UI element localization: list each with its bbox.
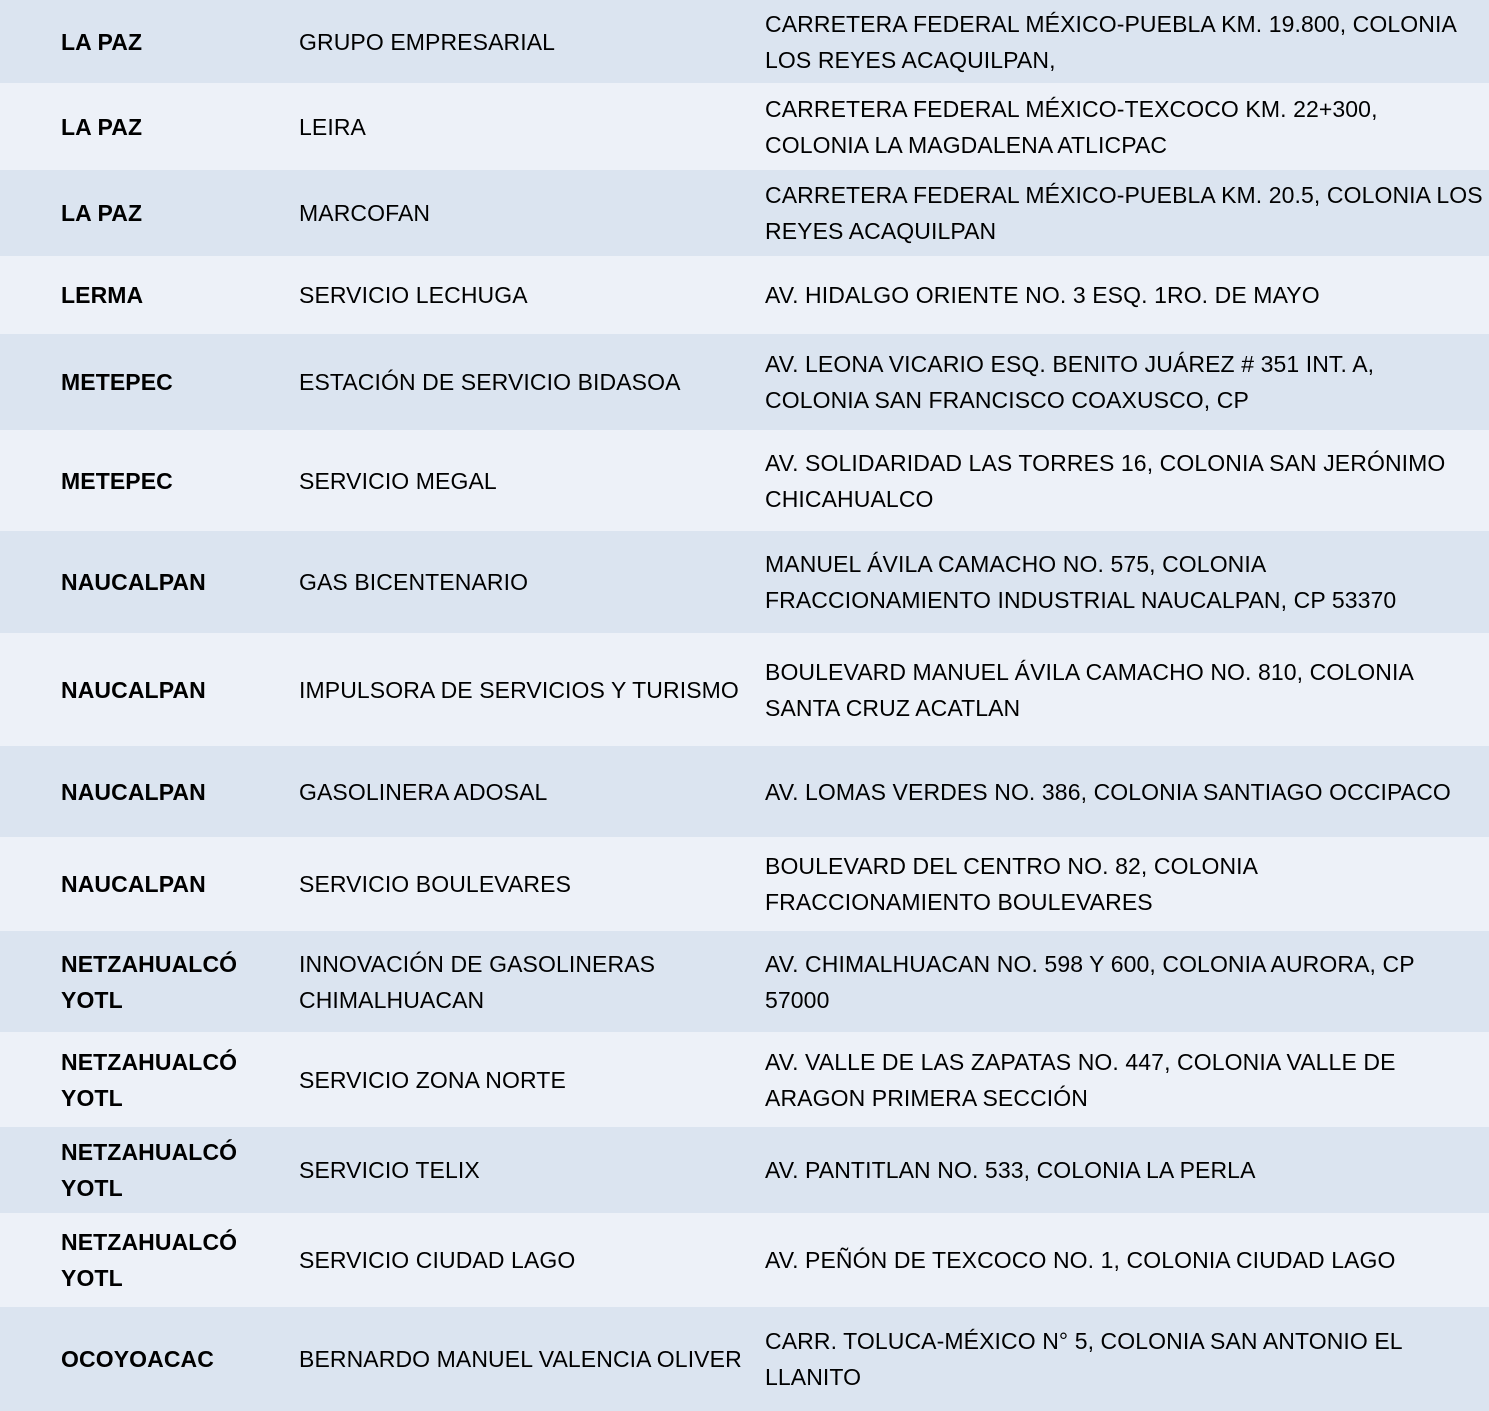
direccion-cell: AV. SOLIDARIDAD LAS TORRES 16, COLONIA SAN JERÓNIMO CHICAHUALCO [765, 449, 1446, 512]
direccion-cell: CARRETERA FEDERAL MÉXICO-TEXCOCO KM. 22+300, COLONIA LA MAGDALENA ATLICPAC [765, 95, 1378, 158]
municipio-cell: NAUCALPAN [61, 569, 206, 595]
municipio-cell: LA PAZ [61, 113, 143, 140]
municipio-cell: LA PAZ [61, 28, 143, 55]
table-row [0, 633, 1489, 746]
table-row [0, 1127, 1489, 1213]
table-row [0, 1307, 1489, 1411]
nombre-cell: BERNARDO MANUEL VALENCIA OLIVER [299, 1346, 742, 1372]
direccion-cell: AV. PEÑÓN DE TEXCOCO NO. 1, COLONIA CIUDAD LAGO [765, 1247, 1396, 1273]
table-row [0, 1213, 1489, 1307]
direccion-cell: MANUEL ÁVILA CAMACHO NO. 575, COLONIA FRACCIONAMIENTO INDUSTRIAL NAUCALPAN, CP 53370 [765, 551, 1397, 613]
municipio-cell: METEPEC [61, 467, 173, 494]
nombre-cell: SERVICIO TELIX [299, 1157, 480, 1183]
table-row [0, 256, 1489, 334]
direccion-cell: BOULEVARD MANUEL ÁVILA CAMACHO NO. 810, COLONIA SANTA CRUZ ACATLAN [765, 658, 1413, 721]
municipio-cell: NAUCALPAN [61, 778, 206, 805]
table-row [0, 334, 1489, 430]
table-row [0, 837, 1489, 931]
table-row [0, 531, 1489, 633]
nombre-cell: SERVICIO CIUDAD LAGO [299, 1247, 576, 1273]
nombre-cell: SERVICIO BOULEVARES [299, 871, 572, 897]
direccion-cell: AV. CHIMALHUACAN NO. 598 Y 600, COLONIA AURORA, CP 57000 [765, 950, 1415, 1013]
municipio-cell: NETZAHUALCÓ YOTL [61, 1229, 238, 1291]
direccion-cell: BOULEVARD DEL CENTRO NO. 82, COLONIA FRACCIONAMIENTO BOULEVARES [765, 853, 1257, 915]
direccion-cell: CARRETERA FEDERAL MÉXICO-PUEBLA KM. 20.5, COLONIA LOS REYES ACAQUILPAN [765, 182, 1483, 244]
table-row [0, 1032, 1489, 1127]
municipio-cell: NETZAHUALCÓ YOTL [61, 950, 238, 1013]
nombre-cell: LEIRA [299, 113, 366, 140]
direccion-cell: AV. LEONA VICARIO ESQ. BENITO JUÁREZ # 351 INT. A, COLONIA SAN FRANCISCO COAXUSCO, CP [765, 351, 1375, 413]
municipio-cell: LERMA [61, 282, 144, 308]
direccion-cell: AV. HIDALGO ORIENTE NO. 3 ESQ. 1RO. DE MAYO [765, 282, 1320, 308]
table-row [0, 746, 1489, 837]
table-row [0, 0, 1489, 83]
nombre-cell: ESTACIÓN DE SERVICIO BIDASOA [299, 369, 681, 395]
municipio-cell: NAUCALPAN [61, 871, 206, 897]
direccion-cell: CARRETERA FEDERAL MÉXICO-PUEBLA KM. 19.800, COLONIA LOS REYES ACAQUILPAN, [765, 10, 1456, 73]
nombre-cell: SERVICIO ZONA NORTE [299, 1066, 566, 1093]
municipio-cell: OCOYOACAC [61, 1346, 214, 1372]
table-row [0, 430, 1489, 531]
nombre-cell: GRUPO EMPRESARIAL [299, 28, 556, 55]
nombre-cell: INNOVACIÓN DE GASOLINERAS CHIMALHUACAN [299, 950, 656, 1013]
direccion-cell: AV. PANTITLAN NO. 533, COLONIA LA PERLA [765, 1157, 1256, 1183]
municipio-cell: NETZAHUALCÓ YOTL [61, 1048, 238, 1111]
direccion-cell: CARR. TOLUCA-MÉXICO N° 5, COLONIA SAN ANTONIO EL LLANITO [765, 1328, 1402, 1390]
nombre-cell: MARCOFAN [299, 200, 431, 226]
table-row [0, 931, 1489, 1032]
nombre-cell: IMPULSORA DE SERVICIOS Y TURISMO [299, 676, 739, 703]
municipio-cell: NETZAHUALCÓ YOTL [61, 1139, 238, 1201]
municipio-cell: METEPEC [61, 369, 173, 395]
table-row [0, 83, 1489, 170]
direccion-cell: AV. VALLE DE LAS ZAPATAS NO. 447, COLONIA VALLE DE ARAGON PRIMERA SECCIÓN [765, 1048, 1396, 1111]
direccion-cell: AV. LOMAS VERDES NO. 386, COLONIA SANTIAGO OCCIPACO [765, 778, 1451, 805]
municipio-cell: LA PAZ [61, 200, 143, 226]
municipio-cell: NAUCALPAN [61, 676, 206, 703]
nombre-cell: GASOLINERA ADOSAL [299, 778, 548, 805]
nombre-cell: GAS BICENTENARIO [299, 569, 529, 595]
nombre-cell: SERVICIO LECHUGA [299, 282, 528, 308]
table-row [0, 170, 1489, 256]
nombre-cell: SERVICIO MEGAL [299, 467, 497, 494]
